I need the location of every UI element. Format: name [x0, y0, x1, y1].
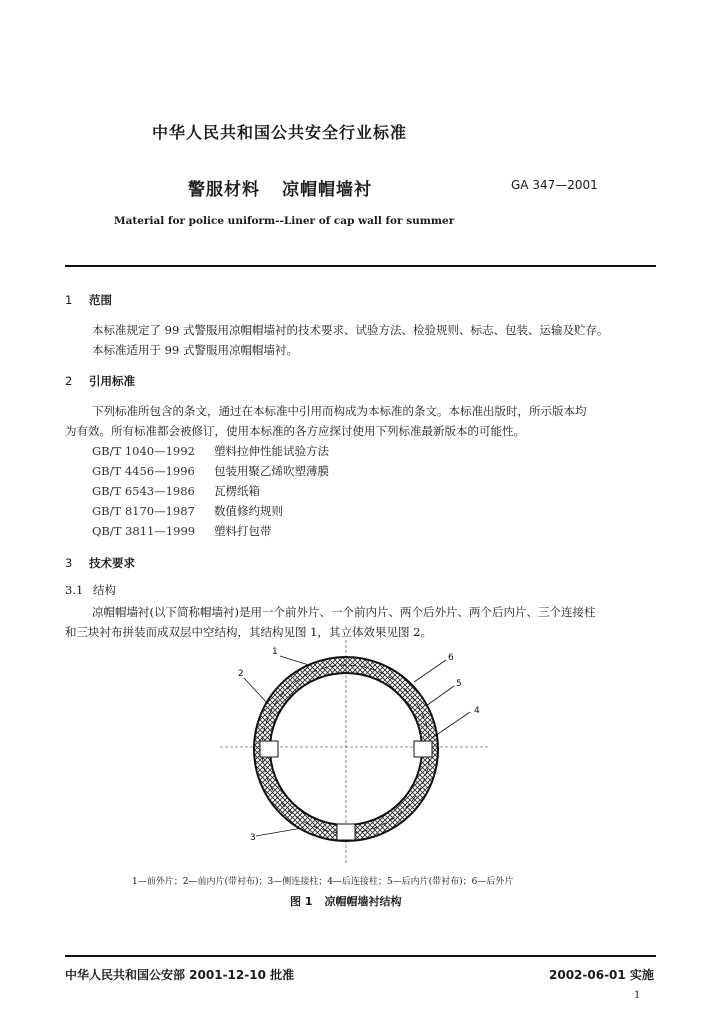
- subsection-number: 3.1: [65, 583, 84, 597]
- reference-name: 瓦楞纸箱: [214, 484, 260, 498]
- section-title: 技术要求: [89, 556, 135, 570]
- reference-code: GB/T 1040—1992: [92, 444, 195, 458]
- title-part-1: 警服材料: [188, 180, 260, 200]
- section-title: 引用标准: [89, 374, 135, 388]
- structure-paragraph-line-1: 凉帽帽墙衬(以下简称帽墙衬)是用一个前外片、一个前内片、两个后外片、两个后内片、三个连接柱: [92, 605, 596, 619]
- standard-category: 中华人民共和国公共安全行业标准: [152, 123, 408, 142]
- reference-item: [92, 463, 329, 479]
- section-2-heading: [65, 373, 135, 389]
- document-title: [188, 175, 372, 200]
- outer-shell-outline: [254, 657, 438, 841]
- english-title: Material for police uniform--Liner of cap wall for summer: [114, 215, 455, 227]
- section-3-heading: [65, 555, 135, 571]
- figure-legend: 1—前外片；2—前内片(带衬布)；3—侧连接柱；4—后连接柱；5—后内片(带衬布)；6—后外片: [132, 877, 514, 887]
- part-label: 6: [448, 653, 454, 663]
- leader-line-6: [414, 660, 446, 682]
- section-number: 3: [65, 556, 73, 570]
- section-number: 2: [65, 374, 73, 388]
- structure-paragraph-line-2: 和三块衬布拼装而成双层中空结构，其结构见图 1，其立体效果见图 2。: [65, 625, 432, 639]
- refs-intro-line-2: 为有效。所有标准都会被修订，使用本标准的各方应探讨使用下列标准最新版本的可能性。: [65, 424, 525, 438]
- implementation-date: 2002-06-01 实施: [549, 968, 654, 982]
- leader-line-4: [432, 712, 470, 738]
- reference-item: [92, 443, 329, 459]
- refs-intro-line-1: 下列标准所包含的条文，通过在本标准中引用而构成为本标准的条文。本标准出版时，所示版本均: [92, 404, 587, 418]
- issue-statement: 中华人民共和国公安部 2001-12-10 批准: [65, 968, 295, 982]
- side-connecting-post-left: [260, 741, 278, 757]
- scope-paragraph-1: 本标准规定了 99 式警服用凉帽帽墙衬的技术要求、试验方法、检验规则、标志、包装、运输及贮存。: [92, 323, 609, 337]
- reference-code: GB/T 4456—1996: [92, 464, 195, 478]
- part-label: 4: [474, 706, 480, 716]
- figure-number: 图 1: [290, 895, 313, 908]
- reference-code: QB/T 3811—1999: [92, 524, 196, 538]
- part-label: 2: [238, 669, 244, 679]
- cap-wall-liner-diagram: [200, 640, 500, 865]
- reference-name: 塑料打包带: [214, 524, 272, 538]
- subsection-title: 结构: [93, 583, 116, 597]
- part-label: 3: [250, 833, 256, 843]
- reference-item: [92, 483, 260, 499]
- rear-connecting-post: [337, 824, 355, 840]
- reference-name: 包装用聚乙烯吹塑薄膜: [214, 464, 329, 478]
- leader-line-1: [280, 656, 312, 666]
- section-1-heading: [65, 292, 112, 308]
- standard-number: GA 347—2001: [511, 178, 598, 192]
- footer-divider: [65, 955, 656, 957]
- scope-paragraph-2: 本标准适用于 99 式警服用凉帽帽墙衬。: [92, 343, 298, 357]
- leader-line-2: [244, 678, 268, 704]
- reference-code: GB/T 8170—1987: [92, 504, 195, 518]
- section-number: 1: [65, 293, 73, 307]
- part-label: 1: [272, 647, 278, 657]
- figure-caption-text: 凉帽帽墙衬结构: [324, 895, 402, 908]
- leader-line-5: [426, 686, 454, 706]
- title-part-2: 凉帽帽墙衬: [282, 180, 372, 200]
- figure-title: [290, 893, 401, 909]
- header-divider: [65, 265, 656, 267]
- leader-line-3: [256, 828, 302, 836]
- reference-code: GB/T 6543—1986: [92, 484, 195, 498]
- section-title: 范围: [89, 293, 112, 307]
- reference-item: [92, 523, 272, 539]
- subsection-3-1-heading: [65, 582, 116, 598]
- reference-item: [92, 503, 283, 519]
- reference-name: 数值修约规则: [214, 504, 283, 518]
- page-number: 1: [634, 990, 641, 1001]
- reference-name: 塑料拉伸性能试验方法: [214, 444, 329, 458]
- part-label: 5: [456, 679, 462, 689]
- side-connecting-post-right: [414, 741, 432, 757]
